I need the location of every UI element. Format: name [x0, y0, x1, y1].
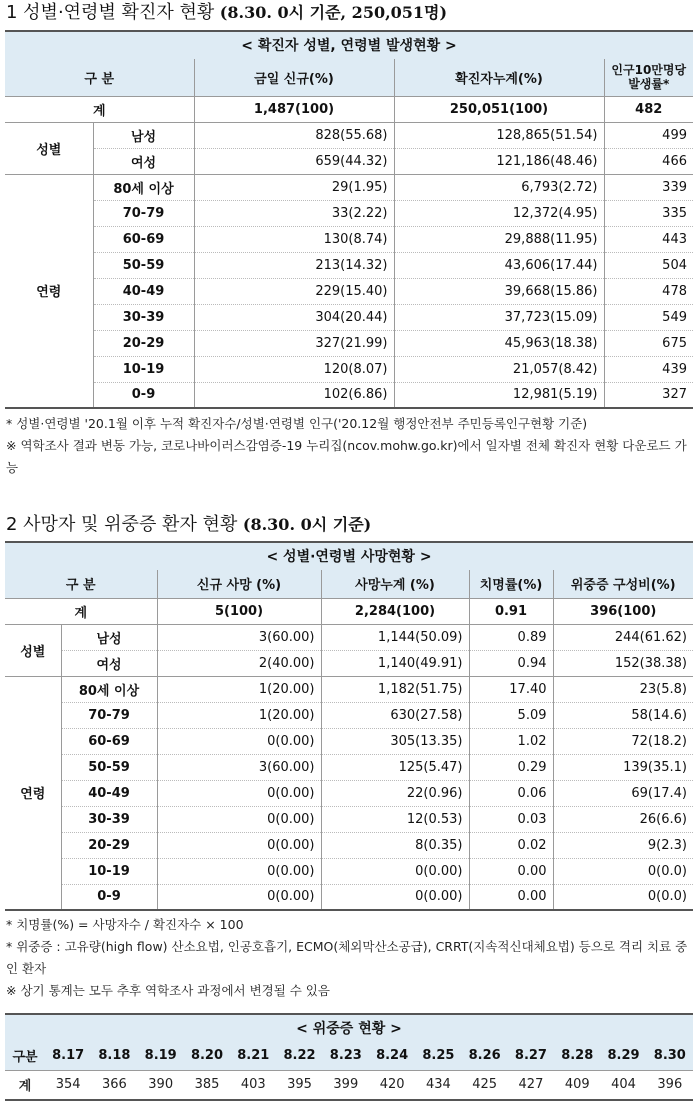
header-cumulative: 확진자누계(%) [394, 59, 604, 96]
row-label: 계 [5, 598, 157, 624]
value-cell: 213(14.32) [194, 252, 394, 278]
value-cell: 304(20.44) [194, 304, 394, 330]
value-cell: 12,981(5.19) [394, 382, 604, 408]
value-cell: 327 [604, 382, 693, 408]
date-cell: 8.19 [138, 1042, 184, 1070]
value-cell: 1,144(50.09) [321, 624, 469, 650]
value-cell: 1,182(51.75) [321, 676, 469, 702]
value-cell: 0.89 [469, 624, 553, 650]
value-cell: 0(0.00) [157, 806, 321, 832]
value-cell: 2,284(100) [321, 598, 469, 624]
row-label: 30-39 [61, 806, 157, 832]
row-label: 50-59 [61, 754, 157, 780]
value-cell: 0(0.00) [157, 780, 321, 806]
header-category: 구 분 [5, 59, 194, 96]
value-cell: 29,888(11.95) [394, 226, 604, 252]
value-cell: 121,186(48.46) [394, 148, 604, 174]
value-cell: 125(5.47) [321, 754, 469, 780]
value-cell: 244(61.62) [553, 624, 693, 650]
value-cell: 1(20.00) [157, 702, 321, 728]
value-cell: 12,372(4.95) [394, 200, 604, 226]
table-row [5, 780, 693, 806]
header-new-death: 신규 사망 (%) [157, 570, 321, 598]
row-label: 20-29 [61, 832, 157, 858]
row-label: 80세 이상 [61, 676, 157, 702]
value-cell: 366 [102, 1077, 127, 1093]
date-cell: 8.25 [415, 1042, 461, 1070]
value-cell: 335 [604, 200, 693, 226]
date-cell: 8.27 [508, 1042, 554, 1070]
value-cell: 250,051(100) [394, 96, 604, 122]
group-label: 연령 [5, 676, 61, 910]
critical-value-row [5, 1070, 693, 1100]
value-cell: 0(0.00) [321, 858, 469, 884]
table-row [5, 728, 693, 754]
table-row [5, 330, 693, 356]
table-row [5, 278, 693, 304]
value-cell: 229(15.40) [194, 278, 394, 304]
value-cell: 45,963(18.38) [394, 330, 604, 356]
value-cell: 12(0.53) [321, 806, 469, 832]
confirmed-header-row [5, 59, 693, 96]
critical-date-row [5, 1042, 693, 1070]
total-row [5, 598, 693, 624]
section2-notes [6, 914, 692, 1002]
date-cell: 8.24 [369, 1042, 415, 1070]
value-cell: 17.40 [469, 676, 553, 702]
value-cell: 102(6.86) [194, 382, 394, 408]
value-cell: 6,793(2.72) [394, 174, 604, 200]
critical-row-header: 구분 [5, 1042, 45, 1070]
row-label: 계 [5, 96, 194, 122]
value-cell: 0.02 [469, 832, 553, 858]
section2-title-suffix: (8.30. 0시 기준) [237, 515, 372, 534]
value-cell: 0(0.00) [157, 884, 321, 910]
value-cell: 404 [611, 1077, 636, 1093]
header-new: 금일 신규(%) [194, 59, 394, 96]
value-cell: 43,606(17.44) [394, 252, 604, 278]
critical-table [5, 1042, 693, 1101]
row-label: 여성 [93, 148, 194, 174]
value-cell: 9(2.3) [553, 832, 693, 858]
date-cell: 8.22 [276, 1042, 322, 1070]
value-cell: 120(8.07) [194, 356, 394, 382]
value-cell: 58(14.6) [553, 702, 693, 728]
row-label: 50-59 [93, 252, 194, 278]
header-fatality: 치명률(%) [469, 570, 553, 598]
value-cell: 339 [604, 174, 693, 200]
row-label: 60-69 [61, 728, 157, 754]
value-cell: 0.94 [469, 650, 553, 676]
note-fatality: * 치명률(%) = 사망자수 / 확진자수 × 100 [6, 917, 244, 932]
row-label: 10-19 [93, 356, 194, 382]
value-cell: 5.09 [469, 702, 553, 728]
value-cell: 72(18.2) [553, 728, 693, 754]
header-category: 구 분 [5, 570, 157, 598]
value-cell: 675 [604, 330, 693, 356]
date-cell: 8.17 [45, 1042, 91, 1070]
value-cell: 420 [379, 1077, 405, 1093]
value-cell: 327(21.99) [194, 330, 394, 356]
value-cell: 549 [604, 304, 693, 330]
date-cell: 8.20 [184, 1042, 230, 1070]
date-cell: 8.28 [554, 1042, 600, 1070]
value-cell: 443 [604, 226, 693, 252]
table-row [5, 226, 693, 252]
value-cell: 395 [287, 1077, 312, 1093]
date-cell: 8.26 [462, 1042, 508, 1070]
row-label: 0-9 [61, 884, 157, 910]
section2-caption: < 성별·연령별 사망현황 > [5, 541, 693, 572]
value-cell: 69(17.4) [553, 780, 693, 806]
group-label: 성별 [5, 122, 93, 174]
row-label: 남성 [93, 122, 194, 148]
value-cell: 8(0.35) [321, 832, 469, 858]
row-label: 30-39 [93, 304, 194, 330]
date-cell: 8.23 [323, 1042, 369, 1070]
value-cell: 434 [425, 1077, 451, 1093]
value-cell: 1(20.00) [157, 676, 321, 702]
table-row [5, 806, 693, 832]
section3-caption: < 위중증 현황 > [5, 1013, 693, 1044]
value-cell: 390 [148, 1077, 174, 1093]
value-cell: 0.06 [469, 780, 553, 806]
death-table [5, 570, 693, 911]
value-cell: 1.02 [469, 728, 553, 754]
row-label: 20-29 [93, 330, 194, 356]
total-row [5, 96, 693, 122]
date-cell: 8.30 [647, 1042, 693, 1070]
table-row [5, 174, 693, 200]
value-cell: 22(0.96) [321, 780, 469, 806]
value-cell: 37,723(15.09) [394, 304, 604, 330]
table-row [5, 754, 693, 780]
value-cell: 427 [518, 1077, 544, 1093]
value-cell: 504 [604, 252, 693, 278]
value-cell: 1,487(100) [194, 96, 394, 122]
table-row [5, 676, 693, 702]
death-header-row [5, 570, 693, 598]
header-critical: 위중증 구성비(%) [553, 570, 693, 598]
table-row [5, 200, 693, 226]
value-cell: 21,057(8.42) [394, 356, 604, 382]
value-cell: 403 [240, 1077, 266, 1093]
row-label: 80세 이상 [93, 174, 194, 200]
value-cell: 396 [657, 1077, 683, 1093]
value-cell: 0(0.00) [157, 858, 321, 884]
value-cell: 439 [604, 356, 693, 382]
table-row [5, 624, 693, 650]
row-label: 70-79 [93, 200, 194, 226]
value-cell: 385 [194, 1077, 220, 1093]
value-cell: 5(100) [157, 598, 321, 624]
table-row [5, 858, 693, 884]
date-cell: 8.29 [600, 1042, 646, 1070]
header-incidence: 인구10만명당 발생률* [604, 59, 693, 96]
value-cell: 482 [604, 96, 693, 122]
value-cell: 466 [604, 148, 693, 174]
table-row [5, 832, 693, 858]
table-row [5, 356, 693, 382]
value-cell: 425 [472, 1077, 498, 1093]
value-cell: 130(8.74) [194, 226, 394, 252]
date-cell: 8.18 [91, 1042, 137, 1070]
value-cell: 39,668(15.86) [394, 278, 604, 304]
value-cell: 0.03 [469, 806, 553, 832]
value-cell: 139(35.1) [553, 754, 693, 780]
confirmed-table [5, 59, 693, 409]
value-cell: 478 [604, 278, 693, 304]
table-row [5, 702, 693, 728]
note-incidence: * 성별·연령별 '20.1월 이후 누적 확진자수/성별·연령별 인구('20.12월 행정안전부 주민등록인구현황 기준) [6, 416, 588, 431]
value-cell: 3(60.00) [157, 624, 321, 650]
value-cell: 2(40.00) [157, 650, 321, 676]
value-cell: 0.00 [469, 858, 553, 884]
note-critical: * 위중증 : 고유량(high flow) 산소요법, 인공호흡기, ECMO(체외막산소공급), CRRT(지속적신대체요법) 등으로 격리 치료 중인 환자 [6, 939, 688, 976]
value-cell: 0.00 [469, 884, 553, 910]
row-label: 40-49 [61, 780, 157, 806]
group-label: 연령 [5, 174, 93, 408]
row-label: 0-9 [93, 382, 194, 408]
table-row [5, 252, 693, 278]
value-cell: 828(55.68) [194, 122, 394, 148]
note-download: ※ 역학조사 결과 변동 가능, 코로나바이러스감염증-19 누리집(ncov.mohw.go.kr)에서 일자별 전체 확진자 현황 다운로드 가능 [6, 438, 687, 475]
value-cell: 23(5.8) [553, 676, 693, 702]
row-label: 남성 [61, 624, 157, 650]
value-cell: 409 [564, 1077, 590, 1093]
value-cell: 29(1.95) [194, 174, 394, 200]
table-row [5, 122, 693, 148]
value-cell: 659(44.32) [194, 148, 394, 174]
value-cell: 0(0.00) [157, 832, 321, 858]
value-cell: 3(60.00) [157, 754, 321, 780]
value-cell: 630(27.58) [321, 702, 469, 728]
row-label: 여성 [61, 650, 157, 676]
table-row [5, 382, 693, 408]
section1-caption: < 확진자 성별, 연령별 발생현황 > [5, 30, 693, 61]
value-cell: 0.29 [469, 754, 553, 780]
section2-title [6, 512, 371, 538]
table-row [5, 650, 693, 676]
group-label: 성별 [5, 624, 61, 676]
value-cell: 0(0.0) [553, 858, 693, 884]
critical-row-label: 계 [18, 1079, 32, 1095]
value-cell: 499 [604, 122, 693, 148]
row-label: 60-69 [93, 226, 194, 252]
value-cell: 354 [55, 1077, 81, 1093]
value-cell: 399 [333, 1077, 359, 1093]
value-cell: 0(0.00) [157, 728, 321, 754]
row-label: 10-19 [61, 858, 157, 884]
section2-title-prefix: 2 사망자 및 위중증 환자 현황 [6, 514, 238, 535]
table-row [5, 304, 693, 330]
section1-title-suffix: (8.30. 0시 기준, 250,051명) [214, 3, 448, 22]
row-label: 70-79 [61, 702, 157, 728]
value-cell: 152(38.38) [553, 650, 693, 676]
value-cell: 0(0.00) [321, 884, 469, 910]
section1-notes [6, 413, 692, 479]
row-label: 40-49 [93, 278, 194, 304]
value-cell: 305(13.35) [321, 728, 469, 754]
value-cell: 0(0.0) [553, 884, 693, 910]
header-cumulative-death: 사망누계 (%) [321, 570, 469, 598]
value-cell: 26(6.6) [553, 806, 693, 832]
value-cell: 396(100) [553, 598, 693, 624]
date-cell: 8.21 [230, 1042, 276, 1070]
value-cell: 0.91 [469, 598, 553, 624]
section1-title [6, 0, 447, 26]
value-cell: 33(2.22) [194, 200, 394, 226]
section1-title-prefix: 1 성별·연령별 확진자 현황 [6, 2, 215, 23]
value-cell: 1,140(49.91) [321, 650, 469, 676]
note-subject-change: ※ 상기 통계는 모두 추후 역학조사 과정에서 변경될 수 있음 [6, 983, 330, 998]
table-row [5, 884, 693, 910]
value-cell: 128,865(51.54) [394, 122, 604, 148]
table-row [5, 148, 693, 174]
